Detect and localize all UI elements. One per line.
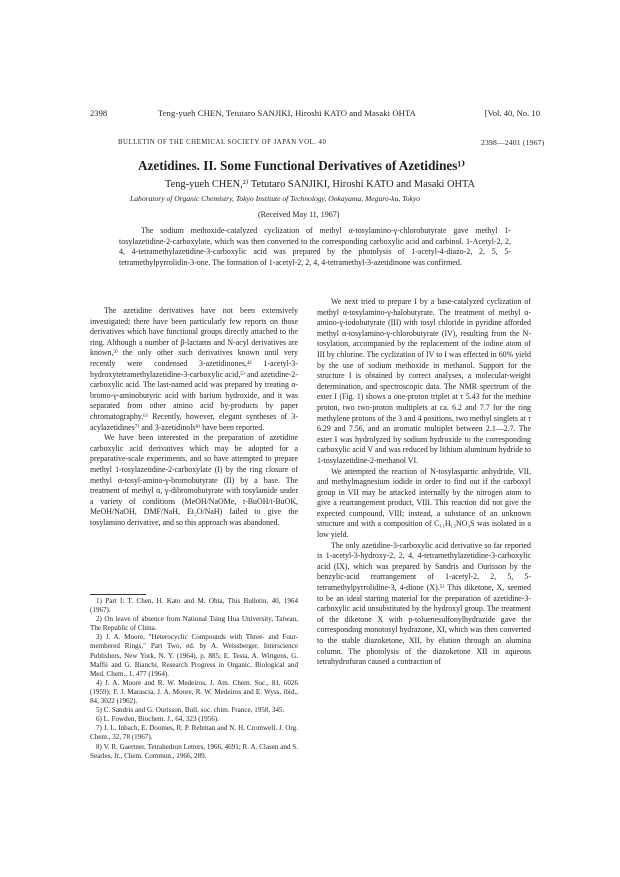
- right-paragraph-3: The only azetidine-3-carboxylic acid derivative so far reported is 1-acetyl-3-hydroxy-2, 2, 4, 4-tetramethylazetidine-3-carboxylic acid (IX), which was prepared by Sandris and Ourisson by the benzylic-acid rearrangement of 1-acetyl-2, 2, 5, 5-tetramethylpyrrolidine-3, 4-dione (X).⁵⁾ This diketone, X, seemed to be an ideal starting material for the preparation of azetidine-3-carboxylic acid unsubstituted by the hydroxyl group. The treatment of the diketone X with p-toluenesulfonylhydrazide gave the corresponding monotosyl hydrazone, XI, which was then converted to the stable diazoketone, XII, by elution through an alumina column. The photolysis of the diazoketone XII in aqueous tetrahydrofuran caused a contraction of: [317, 540, 531, 667]
- footnote: 8) V. R. Gaertner, Tetrahedron Letters, 1966, 4691; R. A. Clasen and S. Searles, Jr., Chem. Commun., 1966, 289.: [90, 742, 298, 760]
- footnote: 3) J. A. Moore, "Heterocyclic Compounds with Three- and Four-membered Rings," Part Two, ed. by A. Weissberger, Interscience Publishers, New York, N. Y. (1964), p. 885; E. Testa, A. Wittgens, G. Maffii and G. Bianchi, Research Progress in Organic, Biological and Med. Chem., 1, 477 (1964).: [90, 633, 298, 678]
- footnote-rule: [90, 594, 146, 595]
- right-column: [317, 297, 531, 668]
- footnote: 7) J. L. Inbach, E. Doomes, R. P. Rebman and N. H. Cromwell, J. Org. Chem., 32, 78 (1967).: [90, 724, 298, 742]
- abstract: The sodium methoxide-catalyzed cyclization of methyl α-tosylamino-γ-chlorobutyrate gave methyl 1-tosylazetidine-2-carboxylate, which was then converted to the corresponding carboxylic acid and carbinol. 1-Acetyl-2, 2, 4, 4-tetramethylazetidine-3-carboxylic acid was prepared by the photolysis of 1-acetyl-4-diazo-2, 2, 5, 5-tetramethylpyrrolidin-3-one. The formation of 1-acetyl-2, 2, 4, 4-tetramethyl-3-azetidinone was confirmed.: [119, 226, 511, 267]
- article-title: Azetidines. II. Some Functional Derivatives of Azetidines¹⁾: [138, 158, 466, 173]
- footnote: 4) J. A. Moore and R. W. Medeiros, J. Am. Chem. Soc., 81, 6026 (1959); F. J. Marascia, J. A. Moore, R. W. Medeiros and E. Wyss, ibid., 84, 3022 (1962).: [90, 678, 298, 706]
- received-date: (Received May 11, 1967): [258, 210, 340, 219]
- left-paragraph-2: We have been interested in the preparation of azetidine carboxylic acid derivatives which may be adopted for a preparative-scale experiments, and so have attempted to prepare methyl 1-tosylazetidine-2-carboxylate (I) by the ring closure of methyl α-tosyl-amino-γ-bromobutyrate (II) by a base. The treatment of methyl α, γ-dibromobutyrate with tosylamide under a variety of conditions (MeOH/NaOMe, t-BuOH/t-BuOK, MeOH/NaOH, DMF/NaH, Et₂O/NaH) failed to give the tosylamino derivative, and so this approach was abandoned.: [90, 433, 298, 527]
- left-paragraph-1: The azetidine derivatives have not been extensively investigated; there have been particularly few reports on those derivatives which have functional groups directly attached to the ring. Although a number of β-lactams and N-acyl derivatives are known,³⁾ the only other such derivatives known until very recently were condensed 3-azetidinones,⁴⁾ 1-acetyl-3-hydroxytetramethylazetidine-3-carboxylic acid,⁵⁾ and azetidine-2-carboxylic acid. The last-named acid was prepared by treating α-bromo-γ-aminobutyric acid with barium hydroxide, and it was separated from other amino acid by-products by paper chromatography.⁶⁾ Recently, however, elegant syntheses of 3-acylazetidines⁷⁾ and 3-azetidinols⁸⁾ have been reported.: [90, 306, 298, 432]
- footnote: 6) L. Fowden, Biochem. J., 64, 323 (1956).: [96, 715, 219, 724]
- affiliation: Laboratory of Organic Chemistry, Tokyo Institute of Technology, Ookayama, Meguro-ku, Tokyo: [130, 194, 421, 203]
- article-authors: Teng-yueh CHEN,²⁾ Tetutaro SANJIKI, Hiroshi KATO and Masaki OHTA: [165, 179, 476, 190]
- footnotes: [90, 597, 298, 761]
- footnote: 2) On leave of absence from National Tsing Hua University, Taiwan, The Republic of China.: [90, 615, 298, 633]
- journal-pages-year: 2398—2401 (1967): [481, 138, 545, 147]
- running-head-volume: [Vol. 40, No. 10: [484, 108, 540, 118]
- footnote: 1) Part I: T. Chen, H. Kato and M. Ohta, This Bulletin, 40, 1964 (1967).: [90, 597, 298, 615]
- footnote: 5) C. Sandris and G. Ourisson, Bull. soc. chim. France, 1958, 345.: [96, 706, 285, 715]
- right-paragraph-2: We attempted the reaction of N-tosylaspartic anhydride, VII, and methylmagnesium iodide in order to find out if the carboxyl group in VII may be attacked internally by the nitrogen atom to give a rearrangement product, VIII. This reaction did not give the expected compound, VIII; instead, a substance of an unknown structure and with a composition of C₁₁H₁₃NO₃S was isolated in a low yield.: [317, 466, 531, 540]
- journal-name: BULLETIN OF THE CHEMICAL SOCIETY OF JAPAN VOL. 40: [118, 139, 327, 146]
- page-number: 2398: [90, 108, 108, 118]
- journal-line: [118, 138, 545, 147]
- right-paragraph-1: We next tried to prepare I by a base-catalyzed cyclization of methyl α-tosylamino-γ-halobutyrate. The treatment of methyl α-amino-γ-iodobutyrate (III) with tosyl chloride in pyridine afforded methyl α-tosylamino-γ-chlorobutyrate (IV), resulting from the N-tosylation, accompanied by the replacement of the iodine atom of III by chlorine. The cyclization of IV to I was effected in 60% yield by the use of sodium methoxide in methanol. Support for the structure I is obtained by correct analyses, a molecular-weight determination, and spectroscopic data. The NMR spectrum of the ester I (Fig. 1) shows a one-proton triplet at τ 5.43 for the methine proton, two two-proton multiplets at ca. 6.2 and 7.7 for the ring methylene protons of the 3 and 4 positions, two methyl singlets at τ 6.29 and 7.56, and an aromatic multiplet between 2.1—2.7. The ester I was hydrolyzed by sodium hydroxide to the corresponding carboxylic acid V and was reduced by lithium aluminum hydride to 1-tosylazetidine-2-methanol VI.: [317, 297, 531, 465]
- running-head-authors: Teng-yueh CHEN, Tetutaro SANJIKI, Hiroshi KATO and Masaki OHTA: [158, 108, 416, 118]
- left-column: [90, 306, 298, 528]
